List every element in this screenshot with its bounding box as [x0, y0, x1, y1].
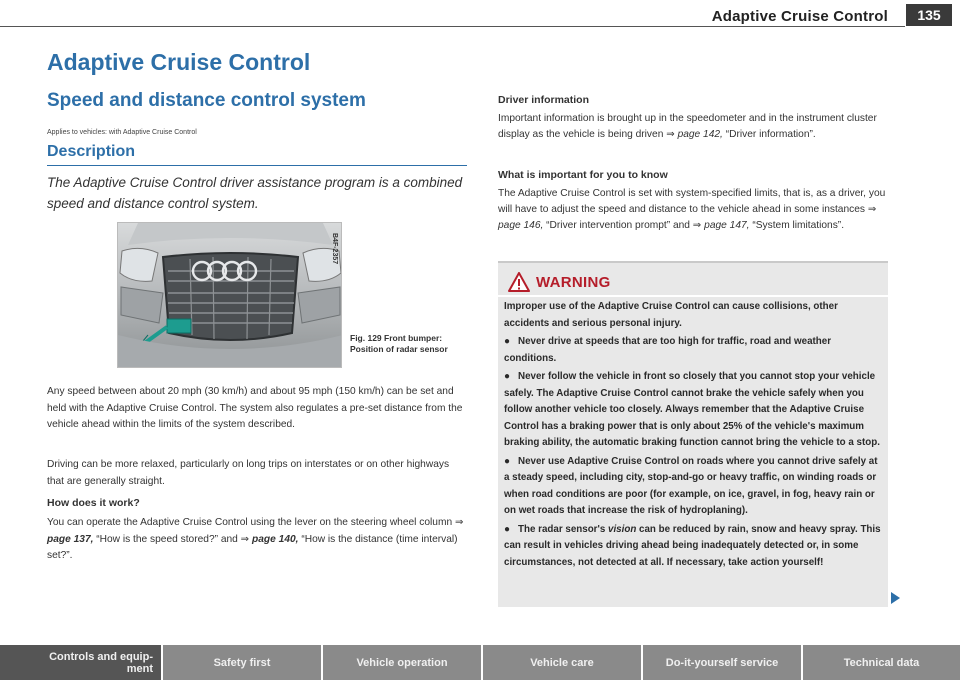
tab-safety-first[interactable]: Safety first	[163, 645, 323, 680]
warning-header	[508, 271, 611, 293]
warning-bullet: ● Never follow the vehicle in front so closely that you cannot stop your vehicle safely. The Adaptive Cruise Control cannot brake the vehicle safely when you follow another vehicle too closely. Always remember that the Adaptive Cruise Control has a braking power that is only about 25% of the vehicle's maximum braking ability, the automatic braking function cannot bring the vehicle to a stop.	[504, 371, 880, 448]
body-paragraph: Driving can be more relaxed, particularly on long trips on interstates or on other highways that are generally straight.	[47, 459, 450, 487]
intro-text: The Adaptive Cruise Control driver assistance program is a combined speed and distance control system.	[47, 175, 463, 211]
tab-vehicle-care[interactable]: Vehicle care	[483, 645, 643, 680]
section-title: Speed and distance control system	[47, 90, 366, 111]
page-ref-link[interactable]: page 146,	[498, 220, 544, 231]
important-paragraph: The Adaptive Cruise Control is set with system-specified limits, that is, as a driver, you will have to adjust the speed and distance to the vehicle ahead in some instances ⇒ page 146, “Driver intervention prompt” and ⇒ page 147, “System limitations”.	[498, 188, 886, 231]
running-header: Adaptive Cruise Control	[711, 8, 888, 25]
warning-lead: Improper use of the Adaptive Cruise Control can cause collisions, other accidents and serious personal injury.	[504, 301, 838, 329]
page-ref-link[interactable]: page 142,	[677, 129, 723, 140]
page-ref-link[interactable]: page 137,	[47, 533, 94, 545]
front-bumper-figure	[117, 222, 342, 368]
description-rule	[47, 165, 467, 166]
how-it-works-heading: How does it work?	[47, 497, 140, 509]
warning-bullet: ● Never use Adaptive Cruise Control on roads where you cannot drive safely at a steady speed, including city, stop-and-go or heavy traffic, on winding roads or when road conditions are poor (for example, on ice, gravel, in fog, heavy rain or on wet roads that increase the risk of hydroplaning).	[504, 455, 878, 516]
body-paragraph: Any speed between about 20 mph (30 km/h) and about 95 mph (150 km/h) can be set and held with the Adaptive Cruise Control. The system also regulates a pre-set distance from the vehicle ahead within the limits of the system described.	[47, 386, 463, 430]
applies-note: Applies to vehicles: with Adaptive Cruise Control	[47, 129, 197, 136]
warning-rule	[498, 295, 888, 297]
chapter-title: Adaptive Cruise Control	[47, 49, 311, 75]
driver-info-paragraph: Important information is brought up in the speedometer and in the instrument cluster display as the vehicle is being driven ⇒ page 142, “Driver information”.	[498, 113, 877, 140]
driver-info-heading: Driver information	[498, 94, 590, 106]
body-paragraph: You can operate the Adaptive Cruise Control using the lever on the steering wheel column ⇒ page 137, “How is the speed stored?” and ⇒ page 140, “How is the distance (time interval) set?”.	[47, 517, 464, 561]
figure-caption: Fig. 129 Front bumper: Position of radar sensor	[350, 333, 448, 354]
warning-label: WARNING	[536, 273, 611, 291]
warning-bullet: ● Never drive at speeds that are too high for traffic, road and weather conditions.	[504, 336, 832, 364]
page-number: 135	[906, 4, 952, 26]
header-rule	[0, 26, 905, 27]
tab-controls-and-equipment[interactable]: Controls and equip- ment	[0, 645, 163, 680]
warning-triangle-icon	[508, 272, 530, 292]
page-ref-link[interactable]: page 147,	[704, 220, 750, 231]
warning-bullet: ● The radar sensor's vision can be reduced by rain, snow and heavy spray. This can result in vehicles driving ahead being inadequately detected or, in some circumstances, not detected at all. If necessary, take action yourself!	[504, 523, 881, 568]
tab-do-it-yourself-service[interactable]: Do-it-yourself service	[643, 645, 803, 680]
warning-body	[504, 299, 882, 573]
description-heading: Description	[47, 143, 136, 160]
important-heading: What is important for you to know	[498, 169, 668, 181]
figure-code: B4F-2357	[331, 233, 338, 265]
tab-technical-data[interactable]: Technical data	[803, 645, 960, 680]
page-ref-link[interactable]: page 140,	[252, 533, 299, 545]
warning-box	[498, 261, 888, 607]
continue-arrow-icon	[891, 592, 900, 604]
footer-nav	[0, 645, 960, 680]
tab-vehicle-operation[interactable]: Vehicle operation	[323, 645, 483, 680]
